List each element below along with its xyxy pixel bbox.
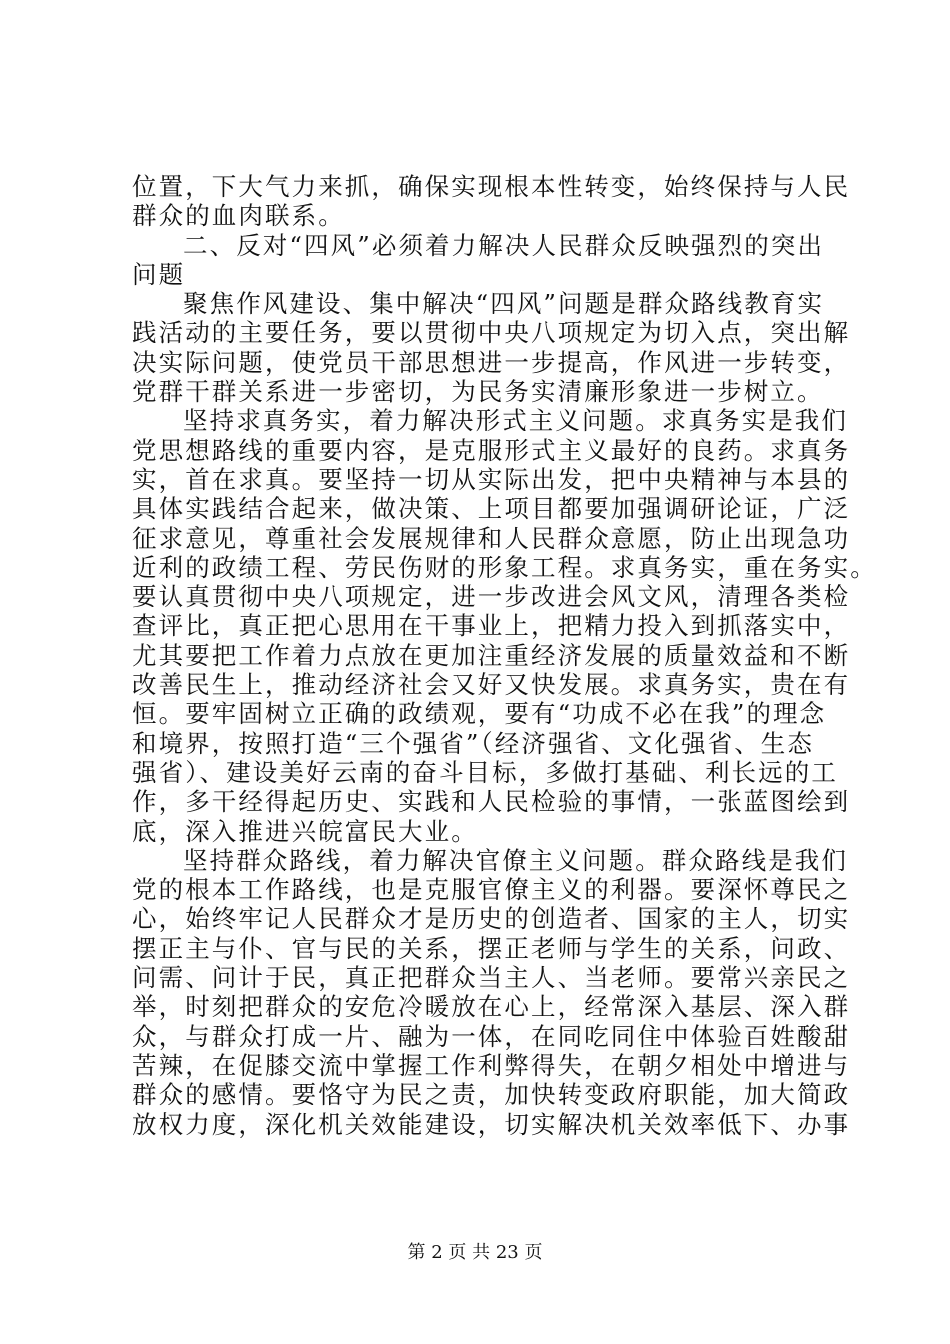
text-line: 众，与群众打成一片、融为一体，在同吃同住中体验百姓酸甜 <box>132 1021 851 1051</box>
text-line: 具体实践结合起来，做决策、上项目都要加强调研论证，广泛 <box>132 494 851 524</box>
text-line: 位置，下大气力来抓，确保实现根本性转变，始终保持与人民 <box>132 172 851 201</box>
text-line: 尤其要把工作着力点放在更加注重经济发展的质量效益和不断 <box>132 640 851 670</box>
text-line: 放权力度，深化机关效能建设，切实解决机关效率低下、办事 <box>132 1109 851 1139</box>
text-line: 二、反对“四风”必须着力解决人民群众反映强烈的突出 <box>183 230 825 260</box>
text-line: 践活动的主要任务，要以贯彻中央八项规定为切入点，突出解 <box>132 318 851 348</box>
text-line: 坚持群众路线，着力解决官僚主义问题。群众路线是我们 <box>183 845 848 875</box>
text-line: 党群干群关系进一步密切，为民务实清廉形象进一步树立。 <box>132 377 824 407</box>
text-line: 心，始终牢记人民群众才是历史的创造者、国家的主人，切实 <box>132 904 851 934</box>
page-footer: 第 2 页 共 23 页 <box>407 1242 543 1263</box>
text-line: 决实际问题，使党员干部思想进一步提高，作风进一步转变， <box>132 347 851 377</box>
body-text <box>132 172 877 1139</box>
text-line: 群众的感情。要恪守为民之责，加快转变政府职能，加大简政 <box>132 1080 851 1110</box>
text-line: 坚持求真务实，着力解决形式主义问题。求真务实是我们 <box>183 406 848 436</box>
text-line: 查评比，真正把心思用在干事业上，把精力投入到抓落实中， <box>132 611 851 641</box>
text-line: 聚焦作风建设、集中解决“四风”问题是群众路线教育实 <box>183 289 825 319</box>
text-line: 和境界，按照打造“三个强省”（经济强省、文化强省、生态 <box>132 728 814 758</box>
text-line: 强省）、建设美好云南的奋斗目标，多做打基础、利长远的工 <box>132 757 838 787</box>
text-line: 恒。要牢固树立正确的政绩观，要有“功成不必在我”的理念 <box>132 699 827 729</box>
text-line: 近利的政绩工程、劳民伤财的形象工程。求真务实，重在务实。 <box>132 552 877 582</box>
text-line: 作，多干经得起历史、实践和人民检验的事情，一张蓝图绘到 <box>132 787 851 817</box>
text-line: 摆正主与仆、官与民的关系，摆正老师与学生的关系，问政、 <box>132 933 851 963</box>
text-line: 底，深入推进兴皖富民大业。 <box>132 816 478 846</box>
text-line: 问需、问计于民，真正把群众当主人、当老师。要常兴亲民之 <box>132 963 851 993</box>
text-line: 问题 <box>132 259 186 289</box>
text-line: 群众的血肉联系。 <box>132 201 345 231</box>
text-line: 党思想路线的重要内容，是克服形式主义最好的良药。求真务 <box>132 435 851 465</box>
text-line: 苦辣，在促膝交流中掌握工作利弊得失，在朝夕相处中增进与 <box>132 1050 851 1080</box>
text-line: 改善民生上，推动经济社会又好又快发展。求真务实，贵在有 <box>132 670 851 700</box>
text-line: 征求意见，尊重社会发展规律和人民群众意愿，防止出现急功 <box>132 523 851 553</box>
text-line: 举，时刻把群众的安危冷暖放在心上，经常深入基层、深入群 <box>132 992 851 1022</box>
text-line: 党的根本工作路线，也是克服官僚主义的利器。要深怀尊民之 <box>132 875 851 905</box>
text-line: 要认真贯彻中央八项规定，进一步改进会风文风，清理各类检 <box>132 582 851 612</box>
text-line: 实，首在求真。要坚持一切从实际出发，把中央精神与本县的 <box>132 464 851 494</box>
